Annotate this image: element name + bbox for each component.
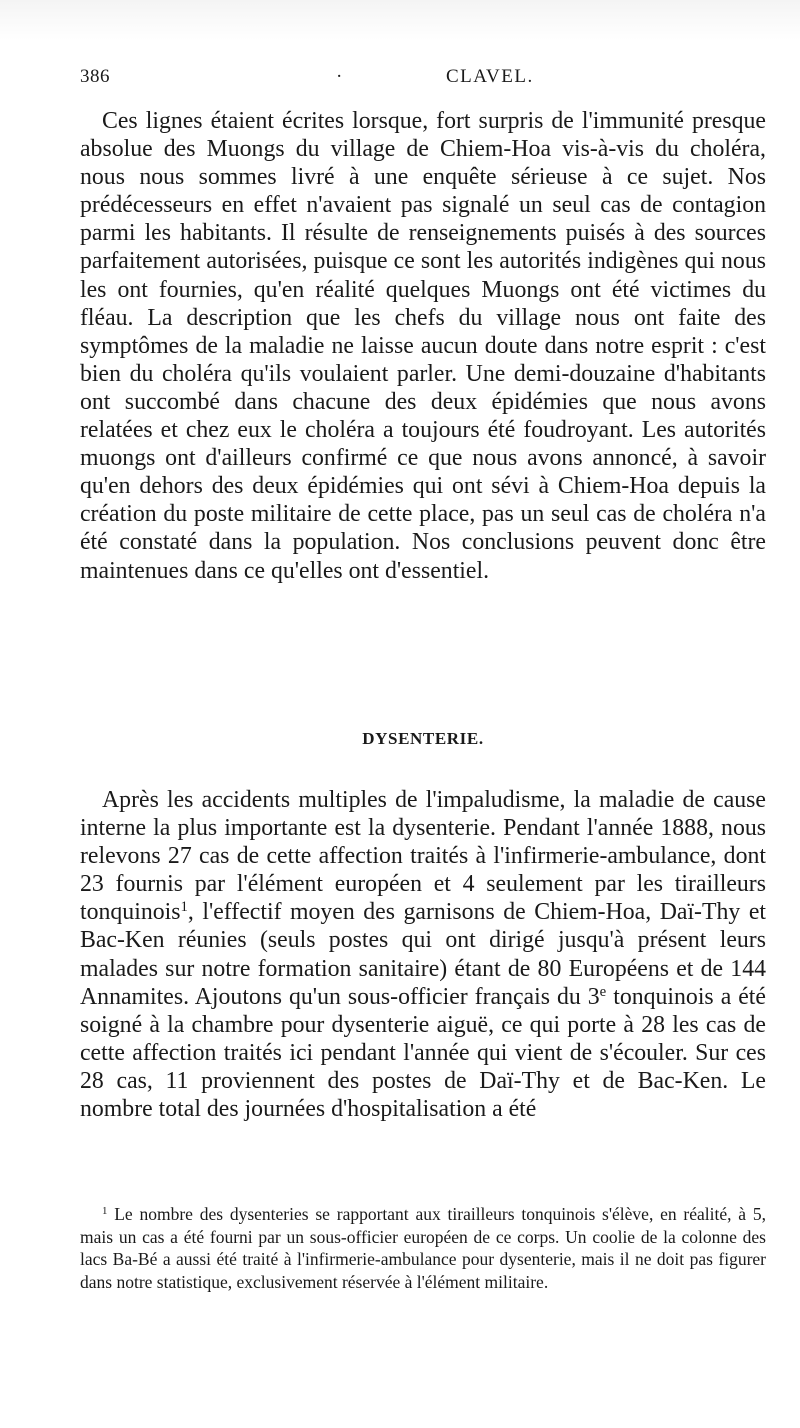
footnote	[80, 1203, 766, 1293]
ordinal-suffix: e	[599, 983, 607, 1000]
paragraph-text-part: Après les accidents multiples de l'impaludisme, la maladie de cause interne la plus importante est la dysenterie. Pendant l'année 1888, nous relevons 27 cas de cette affection traités à l'infirmerie-ambulance, dont 23 fournis par l'élément européen et 4 seulement par les tirailleurs tonquinois	[80, 787, 766, 926]
paragraph-text-part: tonquinois a été soigné à la chambre pour dysenterie aiguë, ce qui porte à 28 les cas de cette affection traités ici pendant l'année qui vient de s'écouler. Sur ces 28 cas, 11 proviennent des postes de Daï-Thy et de Bac-Ken. Le nombre total des journées d'hospitalisation a été	[80, 983, 766, 1123]
running-head	[80, 62, 730, 92]
paragraph-cholera: Ces lignes étaient écrites lorsque, fort surpris de l'immunité presque absolue des Muongs du village de Chiem-Hoa vis-à-vis du choléra, nous nous sommes livré à une enquête sérieuse à ce sujet. Nos prédécesseurs en effet n'avaient pas signalé un seul cas de contagion parmi les habitants. Il résulte de renseignements puisés à des sources parfaitement autorisées, puisque ce sont les autorités indigènes qui nous les ont fournies, qu'en réalité quelques Muongs ont été victimes du fléau. La description que les chefs du village nous ont faite des symptômes de la maladie ne laisse aucun doute dans notre esprit : c'est bien du choléra qu'ils voulaient parler. Une demi-douzaine d'habitants ont succombé dans chacune des deux épidémies que nous avons relatées et chez eux le choléra a toujours été foudroyant. Les autorités muongs ont d'ailleurs confirmé ce que nous avons annoncé, à savoir qu'en dehors des deux épidémies qui ont sévi à Chiem-Hoa depuis la création du poste militaire de cette place, pas un seul cas de choléra n'a été constaté dans la population. Nos conclusions peuvent donc être maintenues dans ce qu'elles ont d'essentiel.	[80, 108, 766, 584]
section-heading: DYSENTERIE.	[362, 729, 484, 748]
running-title: CLAVEL.	[446, 66, 534, 87]
paragraph-text-part: , l'effectif moyen des garnisons de Chiem-Hoa, Daï-Thy et Bac-Ken réunies (seuls postes qui ont dirigé jusqu'à présent leurs malades sur notre formation sanitaire) étant de 80 Européens et de 144 Annamites. Ajoutons qu'un sous-officier français du 3	[80, 899, 766, 1010]
footnote-marker: 1	[102, 1205, 108, 1218]
footnote-reference: 1	[180, 899, 188, 916]
page-number: 386	[80, 66, 110, 87]
header-dot: ·	[336, 66, 343, 87]
footnote-text: Le nombre des dysenteries se rapportant aux tirailleurs tonquinois s'élève, en réalité, à 5, mais un cas a été fourni par un sous-officier européen de ce corps. Un coolie de la colonne des lacs Ba-Bé a aussi été traité à l'infirmerie-ambulance pour dysenterie, mais il ne doit pas figurer dans notre statistique, exclusivement réservée à l'élément militaire.	[80, 1204, 766, 1292]
paragraph-dysentery	[80, 786, 766, 1123]
